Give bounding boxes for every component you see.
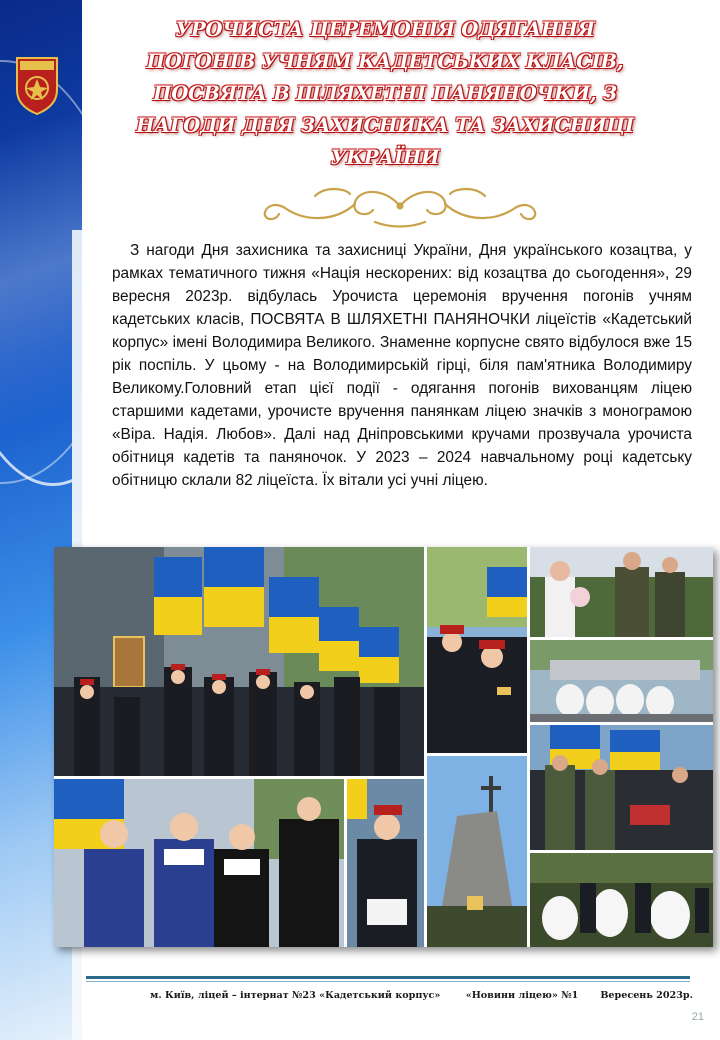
gold-flourish-divider-icon [255,182,545,230]
photo-cadets-closeup [427,547,527,753]
photo-monument [427,756,527,947]
footer-school: м. Київ, ліцей – інтернат №23 «Кадетський корпус» [150,990,441,1001]
photo-group-ladies [530,640,713,722]
title-line-3: ПОСВЯТА В ШЛЯХЕТНІ ПАНЯНОЧКИ, З [153,82,617,105]
footer-issue: «Новини ліцею» №1 [465,990,579,1001]
footer-divider [86,976,690,979]
article-body [112,239,692,492]
page-footer [150,990,693,1001]
title-line-2: ПОГОНІВ УЧНЯМ КАДЕТСЬКИХ КЛАСІВ, [146,50,624,73]
page-number: 21 [691,1011,704,1023]
cadet-corps-emblem-icon [14,52,60,116]
title-line-4: НАГОДИ ДНЯ ЗАХИСНИКА ТА ЗАХИСНИЦІ [136,114,634,137]
photo-officers [530,725,713,850]
photo-girls-uniform [54,779,344,947]
title-line-1: УРОЧИСТА ЦЕРЕМОНІЯ ОДЯГАННЯ [175,18,595,41]
article-paragraph: З нагоди Дня захисника та захисниці України, Дня українського козацтва, у рамках тематичного тижня «Нація нескорених: від козацтва до сьогодення», 29 вересня 2023р. відбулась Урочиста церемонія вручення погонів учням кадетських класів, ПОСВЯТА В ШЛЯХЕТНІ ПАНЯНОЧКИ ліцеїстів «Кадетський корпус» імені Володимира Великого. Знаменне корпусне свято відбулося вже 15 рік поспіль. У цьому - на Володимирській гірці, біля пам'ятника Володимиру Великому.Головний етап цієї події - одягання погонів вихованцям ліцею старшими кадетами, урочисте вручення панянкам ліцею значків з монограмою «Віра. Надія. Любов». Далі над Дніпровськими кручами прозвучала урочиста обітниця кадетів та паняночок. У 2023 – 2024 навчальному році кадетську обітницю склали 82 ліцеїста. Їх вітали усі учні ліцею. [112,242,692,489]
page-title [120,14,650,174]
footer-date: Вересень 2023р. [600,990,693,1001]
photo-cadet-oath [347,779,424,947]
footer-divider-thin [86,981,690,982]
photo-collage [54,547,713,947]
photo-flag-ceremony [54,547,424,776]
title-line-5: УКРАЇНИ [330,146,440,169]
photo-dance [530,853,713,947]
photo-flowers-greeting [530,547,713,637]
